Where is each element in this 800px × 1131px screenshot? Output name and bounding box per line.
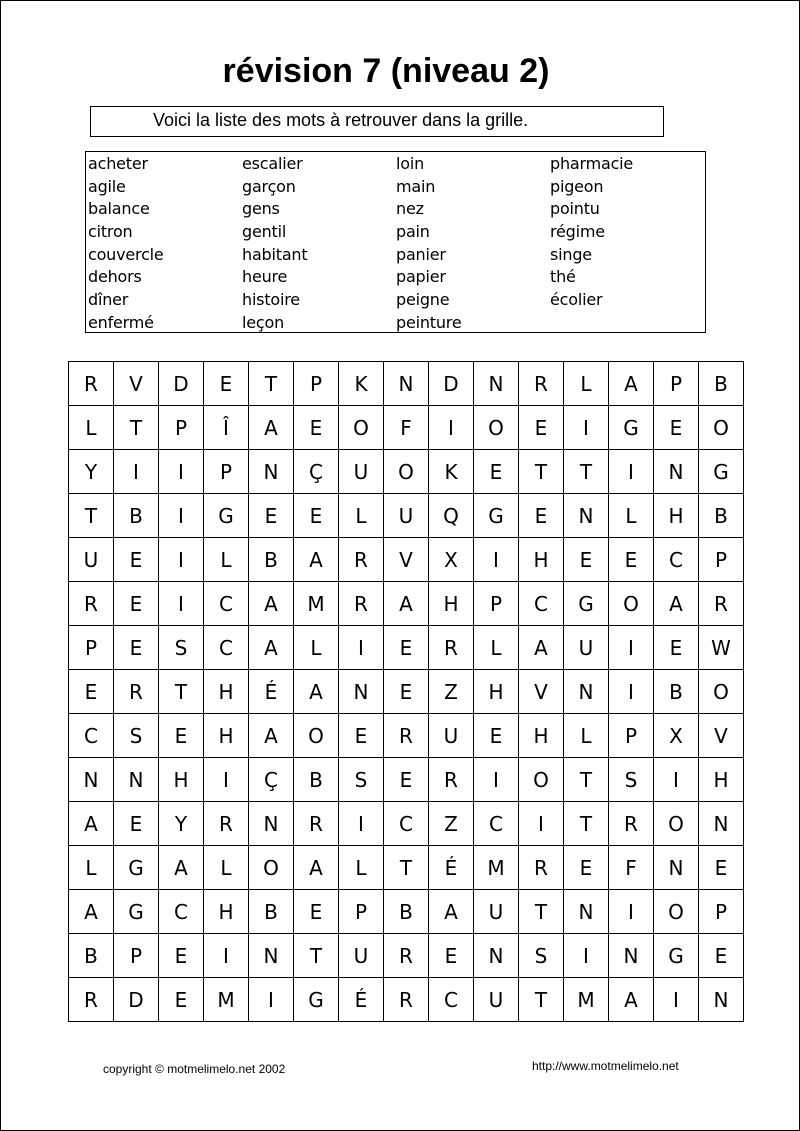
- grid-cell[interactable]: A: [429, 890, 474, 934]
- grid-cell[interactable]: E: [384, 626, 429, 670]
- grid-cell[interactable]: E: [384, 670, 429, 714]
- grid-cell[interactable]: E: [564, 846, 609, 890]
- grid-cell[interactable]: E: [474, 714, 519, 758]
- word-item: main: [396, 176, 436, 196]
- word-column-4: [550, 153, 633, 312]
- word-item: pharmacie: [550, 154, 634, 173]
- grid-cell[interactable]: I: [249, 978, 294, 1022]
- grid-cell[interactable]: L: [564, 714, 609, 758]
- grid-cell[interactable]: B: [699, 494, 744, 538]
- grid-cell[interactable]: H: [159, 758, 204, 802]
- grid-cell[interactable]: O: [384, 450, 429, 494]
- page-title: révision 7 (niveau 2): [222, 52, 550, 90]
- grid-cell[interactable]: I: [654, 758, 699, 802]
- grid-cell[interactable]: Î: [204, 406, 249, 450]
- grid-cell[interactable]: P: [159, 406, 204, 450]
- grid-cell[interactable]: T: [249, 362, 294, 406]
- grid-cell[interactable]: B: [654, 670, 699, 714]
- grid-cell[interactable]: P: [69, 626, 114, 670]
- grid-cell[interactable]: I: [159, 450, 204, 494]
- grid-cell[interactable]: C: [204, 582, 249, 626]
- grid-cell[interactable]: H: [519, 714, 564, 758]
- grid-cell[interactable]: E: [114, 538, 159, 582]
- grid-cell[interactable]: I: [609, 890, 654, 934]
- grid-cell[interactable]: T: [519, 978, 564, 1022]
- word-item: papier: [396, 267, 446, 287]
- word-item: écolier: [550, 290, 603, 310]
- grid-cell[interactable]: A: [384, 582, 429, 626]
- grid-cell[interactable]: R: [384, 978, 429, 1022]
- grid-cell[interactable]: E: [159, 978, 204, 1022]
- grid-cell[interactable]: H: [204, 890, 249, 934]
- grid-cell[interactable]: V: [699, 714, 744, 758]
- grid-cell[interactable]: H: [654, 494, 699, 538]
- grid-cell[interactable]: I: [609, 450, 654, 494]
- grid-cell[interactable]: C: [429, 978, 474, 1022]
- grid-cell[interactable]: H: [204, 670, 249, 714]
- grid-cell[interactable]: P: [654, 362, 699, 406]
- grid-cell[interactable]: C: [69, 714, 114, 758]
- grid-cell[interactable]: A: [249, 714, 294, 758]
- grid-cell[interactable]: N: [249, 934, 294, 978]
- word-column-2: [242, 153, 307, 335]
- grid-cell[interactable]: E: [519, 406, 564, 450]
- word-item: citron: [88, 222, 133, 242]
- grid-cell[interactable]: O: [249, 846, 294, 890]
- grid-cell[interactable]: A: [249, 406, 294, 450]
- grid-cell[interactable]: M: [204, 978, 249, 1022]
- word-item: pointu: [550, 199, 600, 219]
- grid-cell[interactable]: E: [384, 758, 429, 802]
- grid-cell[interactable]: T: [114, 406, 159, 450]
- grid-cell[interactable]: I: [564, 934, 609, 978]
- grid-cell[interactable]: C: [159, 890, 204, 934]
- grid-cell[interactable]: I: [474, 758, 519, 802]
- grid-cell[interactable]: B: [699, 362, 744, 406]
- grid-row: [69, 626, 744, 670]
- word-item: heure: [242, 267, 288, 287]
- grid-row: [69, 934, 744, 978]
- grid-cell[interactable]: O: [699, 670, 744, 714]
- grid-cell[interactable]: S: [339, 758, 384, 802]
- grid-cell[interactable]: G: [609, 406, 654, 450]
- grid-cell[interactable]: N: [339, 670, 384, 714]
- grid-cell[interactable]: B: [294, 758, 339, 802]
- grid-cell[interactable]: R: [339, 582, 384, 626]
- grid-cell[interactable]: I: [474, 538, 519, 582]
- word-item: singe: [550, 244, 592, 264]
- grid-cell[interactable]: I: [204, 934, 249, 978]
- word-column-3: [396, 153, 461, 335]
- grid-cell[interactable]: I: [654, 978, 699, 1022]
- grid-cell[interactable]: G: [114, 890, 159, 934]
- grid-cell[interactable]: N: [564, 494, 609, 538]
- grid-cell[interactable]: H: [429, 582, 474, 626]
- grid-cell[interactable]: S: [609, 758, 654, 802]
- grid-row: [69, 494, 744, 538]
- grid-cell[interactable]: A: [294, 846, 339, 890]
- grid-cell[interactable]: T: [159, 670, 204, 714]
- grid-row: [69, 670, 744, 714]
- grid-cell[interactable]: H: [519, 538, 564, 582]
- grid-cell[interactable]: N: [474, 362, 519, 406]
- grid-cell[interactable]: N: [384, 362, 429, 406]
- grid-cell[interactable]: F: [384, 406, 429, 450]
- grid-row: [69, 802, 744, 846]
- grid-cell[interactable]: I: [159, 538, 204, 582]
- grid-cell[interactable]: O: [654, 890, 699, 934]
- grid-cell[interactable]: E: [654, 406, 699, 450]
- grid-row: [69, 538, 744, 582]
- grid-cell[interactable]: N: [249, 450, 294, 494]
- grid-cell[interactable]: E: [204, 362, 249, 406]
- grid-cell[interactable]: L: [69, 406, 114, 450]
- grid-cell[interactable]: E: [114, 802, 159, 846]
- grid-cell[interactable]: V: [384, 538, 429, 582]
- grid-cell[interactable]: P: [339, 890, 384, 934]
- grid-cell[interactable]: I: [519, 802, 564, 846]
- grid-cell[interactable]: Y: [69, 450, 114, 494]
- grid-cell[interactable]: E: [114, 582, 159, 626]
- copyright-notice: copyright © motmelimelo.net 2002: [103, 1062, 286, 1076]
- grid-cell[interactable]: R: [294, 802, 339, 846]
- grid-cell[interactable]: S: [114, 714, 159, 758]
- grid-cell[interactable]: A: [654, 582, 699, 626]
- grid-cell[interactable]: T: [564, 758, 609, 802]
- grid-cell[interactable]: Ç: [249, 758, 294, 802]
- grid-cell[interactable]: G: [204, 494, 249, 538]
- word-item: balance: [88, 199, 150, 219]
- grid-cell[interactable]: H: [474, 670, 519, 714]
- grid-cell[interactable]: O: [699, 406, 744, 450]
- word-item: agile: [88, 176, 126, 196]
- grid-cell[interactable]: N: [69, 758, 114, 802]
- grid-row: [69, 758, 744, 802]
- grid-cell[interactable]: G: [474, 494, 519, 538]
- word-item: acheter: [88, 154, 148, 173]
- grid-row: [69, 582, 744, 626]
- word-item: panier: [396, 244, 446, 264]
- grid-cell[interactable]: G: [654, 934, 699, 978]
- grid-cell[interactable]: I: [159, 582, 204, 626]
- grid-cell[interactable]: A: [69, 802, 114, 846]
- grid-cell[interactable]: A: [159, 846, 204, 890]
- grid-cell[interactable]: N: [564, 890, 609, 934]
- grid-cell[interactable]: I: [609, 670, 654, 714]
- grid-cell[interactable]: T: [69, 494, 114, 538]
- grid-cell[interactable]: N: [564, 670, 609, 714]
- word-item: peigne: [396, 290, 450, 310]
- grid-cell[interactable]: M: [564, 978, 609, 1022]
- grid-cell[interactable]: É: [339, 978, 384, 1022]
- grid-cell[interactable]: R: [519, 362, 564, 406]
- word-item: escalier: [242, 154, 303, 173]
- word-column-1: [88, 153, 164, 335]
- grid-cell[interactable]: O: [294, 714, 339, 758]
- word-item: gens: [242, 199, 280, 219]
- grid-cell[interactable]: L: [564, 362, 609, 406]
- grid-cell[interactable]: T: [519, 450, 564, 494]
- grid-cell[interactable]: E: [474, 450, 519, 494]
- grid-cell[interactable]: B: [249, 538, 294, 582]
- grid-cell[interactable]: E: [69, 670, 114, 714]
- grid-cell[interactable]: O: [654, 802, 699, 846]
- grid-cell[interactable]: S: [159, 626, 204, 670]
- word-search-grid: [68, 361, 744, 1022]
- grid-cell[interactable]: É: [429, 846, 474, 890]
- grid-cell[interactable]: D: [429, 362, 474, 406]
- grid-cell[interactable]: C: [654, 538, 699, 582]
- grid-row: [69, 714, 744, 758]
- grid-cell[interactable]: C: [519, 582, 564, 626]
- grid-cell[interactable]: L: [339, 846, 384, 890]
- grid-cell[interactable]: R: [204, 802, 249, 846]
- grid-cell[interactable]: P: [474, 582, 519, 626]
- grid-cell[interactable]: L: [294, 626, 339, 670]
- grid-cell[interactable]: R: [699, 582, 744, 626]
- grid-row: [69, 362, 744, 406]
- grid-cell[interactable]: E: [159, 714, 204, 758]
- grid-cell[interactable]: D: [114, 978, 159, 1022]
- word-item: pigeon: [550, 176, 604, 196]
- grid-cell[interactable]: U: [384, 494, 429, 538]
- grid-cell[interactable]: U: [429, 714, 474, 758]
- grid-cell[interactable]: E: [114, 626, 159, 670]
- grid-cell[interactable]: E: [339, 714, 384, 758]
- grid-cell[interactable]: N: [474, 934, 519, 978]
- grid-cell[interactable]: F: [609, 846, 654, 890]
- grid-cell[interactable]: P: [699, 538, 744, 582]
- word-item: thé: [550, 267, 576, 287]
- word-item: peinture: [396, 312, 462, 332]
- grid-cell[interactable]: B: [384, 890, 429, 934]
- grid-cell[interactable]: X: [654, 714, 699, 758]
- grid-cell[interactable]: U: [339, 934, 384, 978]
- word-item: enfermé: [88, 312, 154, 332]
- grid-cell[interactable]: B: [114, 494, 159, 538]
- grid-cell[interactable]: N: [114, 758, 159, 802]
- word-item: couvercle: [88, 244, 164, 264]
- grid-cell[interactable]: Y: [159, 802, 204, 846]
- grid-cell[interactable]: H: [699, 758, 744, 802]
- grid-cell[interactable]: E: [699, 846, 744, 890]
- grid-cell[interactable]: O: [474, 406, 519, 450]
- grid-cell[interactable]: A: [69, 890, 114, 934]
- grid-cell[interactable]: R: [384, 714, 429, 758]
- grid-cell[interactable]: E: [519, 494, 564, 538]
- grid-row: [69, 406, 744, 450]
- grid-cell[interactable]: L: [204, 538, 249, 582]
- grid-cell[interactable]: E: [699, 934, 744, 978]
- grid-cell[interactable]: N: [699, 978, 744, 1022]
- grid-cell[interactable]: E: [294, 406, 339, 450]
- grid-cell[interactable]: L: [474, 626, 519, 670]
- grid-cell[interactable]: K: [339, 362, 384, 406]
- grid-cell[interactable]: A: [294, 670, 339, 714]
- grid-cell[interactable]: R: [429, 626, 474, 670]
- grid-cell[interactable]: H: [204, 714, 249, 758]
- grid-row: [69, 450, 744, 494]
- grid-cell[interactable]: O: [339, 406, 384, 450]
- grid-cell[interactable]: P: [114, 934, 159, 978]
- grid-row: [69, 978, 744, 1022]
- grid-cell[interactable]: A: [519, 626, 564, 670]
- grid-cell[interactable]: R: [69, 978, 114, 1022]
- grid-cell[interactable]: N: [654, 846, 699, 890]
- grid-cell[interactable]: M: [474, 846, 519, 890]
- word-item: histoire: [242, 290, 300, 310]
- grid-cell[interactable]: G: [699, 450, 744, 494]
- grid-cell[interactable]: E: [429, 934, 474, 978]
- grid-cell[interactable]: R: [609, 802, 654, 846]
- word-item: gentil: [242, 222, 287, 242]
- grid-cell[interactable]: P: [204, 450, 249, 494]
- grid-cell[interactable]: E: [654, 626, 699, 670]
- grid-cell[interactable]: P: [699, 890, 744, 934]
- grid-cell[interactable]: N: [249, 802, 294, 846]
- grid-cell[interactable]: E: [249, 494, 294, 538]
- grid-cell[interactable]: T: [294, 934, 339, 978]
- grid-cell[interactable]: N: [609, 934, 654, 978]
- grid-cell[interactable]: A: [249, 582, 294, 626]
- grid-cell[interactable]: U: [474, 978, 519, 1022]
- grid-cell[interactable]: C: [384, 802, 429, 846]
- word-item: nez: [396, 199, 424, 219]
- word-list: [85, 151, 706, 333]
- instructions-box: [90, 106, 664, 137]
- grid-cell[interactable]: B: [249, 890, 294, 934]
- grid-cell[interactable]: I: [159, 494, 204, 538]
- grid-cell[interactable]: G: [114, 846, 159, 890]
- grid-cell[interactable]: I: [429, 406, 474, 450]
- grid-cell[interactable]: I: [339, 626, 384, 670]
- grid-cell[interactable]: E: [609, 538, 654, 582]
- grid-cell[interactable]: R: [519, 846, 564, 890]
- grid-cell[interactable]: A: [609, 978, 654, 1022]
- grid-cell[interactable]: I: [204, 758, 249, 802]
- grid-cell[interactable]: W: [699, 626, 744, 670]
- word-item: leçon: [242, 312, 285, 332]
- word-item: habitant: [242, 244, 308, 264]
- grid-cell[interactable]: E: [294, 890, 339, 934]
- grid-cell[interactable]: R: [69, 362, 114, 406]
- grid-cell[interactable]: A: [294, 538, 339, 582]
- grid-cell[interactable]: O: [519, 758, 564, 802]
- grid-cell[interactable]: T: [564, 802, 609, 846]
- grid-cell[interactable]: R: [339, 538, 384, 582]
- grid-cell[interactable]: G: [564, 582, 609, 626]
- word-item: dîner: [88, 290, 129, 310]
- grid-cell[interactable]: R: [429, 758, 474, 802]
- grid-cell[interactable]: O: [609, 582, 654, 626]
- grid-cell[interactable]: P: [609, 714, 654, 758]
- grid-cell[interactable]: E: [159, 934, 204, 978]
- grid-cell[interactable]: A: [249, 626, 294, 670]
- grid-cell[interactable]: M: [294, 582, 339, 626]
- word-item: pain: [396, 222, 430, 242]
- grid-cell[interactable]: Q: [429, 494, 474, 538]
- grid-cell[interactable]: Z: [429, 802, 474, 846]
- grid-cell[interactable]: V: [114, 362, 159, 406]
- grid-cell[interactable]: U: [339, 450, 384, 494]
- grid-cell[interactable]: I: [339, 802, 384, 846]
- grid-cell[interactable]: I: [564, 406, 609, 450]
- grid-cell[interactable]: L: [69, 846, 114, 890]
- word-item: dehors: [88, 267, 142, 287]
- grid-cell[interactable]: T: [564, 450, 609, 494]
- grid-cell[interactable]: E: [564, 538, 609, 582]
- instructions-text: Voici la liste des mots à retrouver dans la grille.: [153, 110, 529, 130]
- grid-cell[interactable]: U: [69, 538, 114, 582]
- grid-cell[interactable]: S: [519, 934, 564, 978]
- grid-cell[interactable]: Z: [429, 670, 474, 714]
- word-item: loin: [396, 154, 425, 173]
- grid-cell[interactable]: L: [339, 494, 384, 538]
- grid-cell[interactable]: I: [609, 626, 654, 670]
- grid-cell[interactable]: V: [519, 670, 564, 714]
- grid-cell[interactable]: Ç: [294, 450, 339, 494]
- grid-cell[interactable]: G: [294, 978, 339, 1022]
- website-url: http://www.motmelimelo.net: [532, 1059, 679, 1073]
- grid-cell[interactable]: É: [249, 670, 294, 714]
- grid-cell[interactable]: C: [204, 626, 249, 670]
- word-item: garçon: [242, 176, 296, 196]
- grid-cell[interactable]: C: [474, 802, 519, 846]
- grid-cell[interactable]: B: [69, 934, 114, 978]
- grid-cell[interactable]: R: [69, 582, 114, 626]
- grid-cell[interactable]: U: [564, 626, 609, 670]
- grid-cell[interactable]: T: [519, 890, 564, 934]
- grid-cell[interactable]: D: [159, 362, 204, 406]
- grid-cell[interactable]: N: [654, 450, 699, 494]
- grid-cell[interactable]: A: [609, 362, 654, 406]
- grid-cell[interactable]: N: [699, 802, 744, 846]
- grid-cell[interactable]: L: [609, 494, 654, 538]
- grid-cell[interactable]: E: [294, 494, 339, 538]
- grid-cell[interactable]: P: [294, 362, 339, 406]
- grid-cell[interactable]: T: [384, 846, 429, 890]
- word-item: régime: [550, 222, 605, 242]
- grid-row: [69, 890, 744, 934]
- grid-cell[interactable]: R: [114, 670, 159, 714]
- grid-cell[interactable]: R: [384, 934, 429, 978]
- grid-cell[interactable]: I: [114, 450, 159, 494]
- grid-cell[interactable]: U: [474, 890, 519, 934]
- grid-row: [69, 846, 744, 890]
- grid-cell[interactable]: L: [204, 846, 249, 890]
- grid-cell[interactable]: X: [429, 538, 474, 582]
- grid-cell[interactable]: K: [429, 450, 474, 494]
